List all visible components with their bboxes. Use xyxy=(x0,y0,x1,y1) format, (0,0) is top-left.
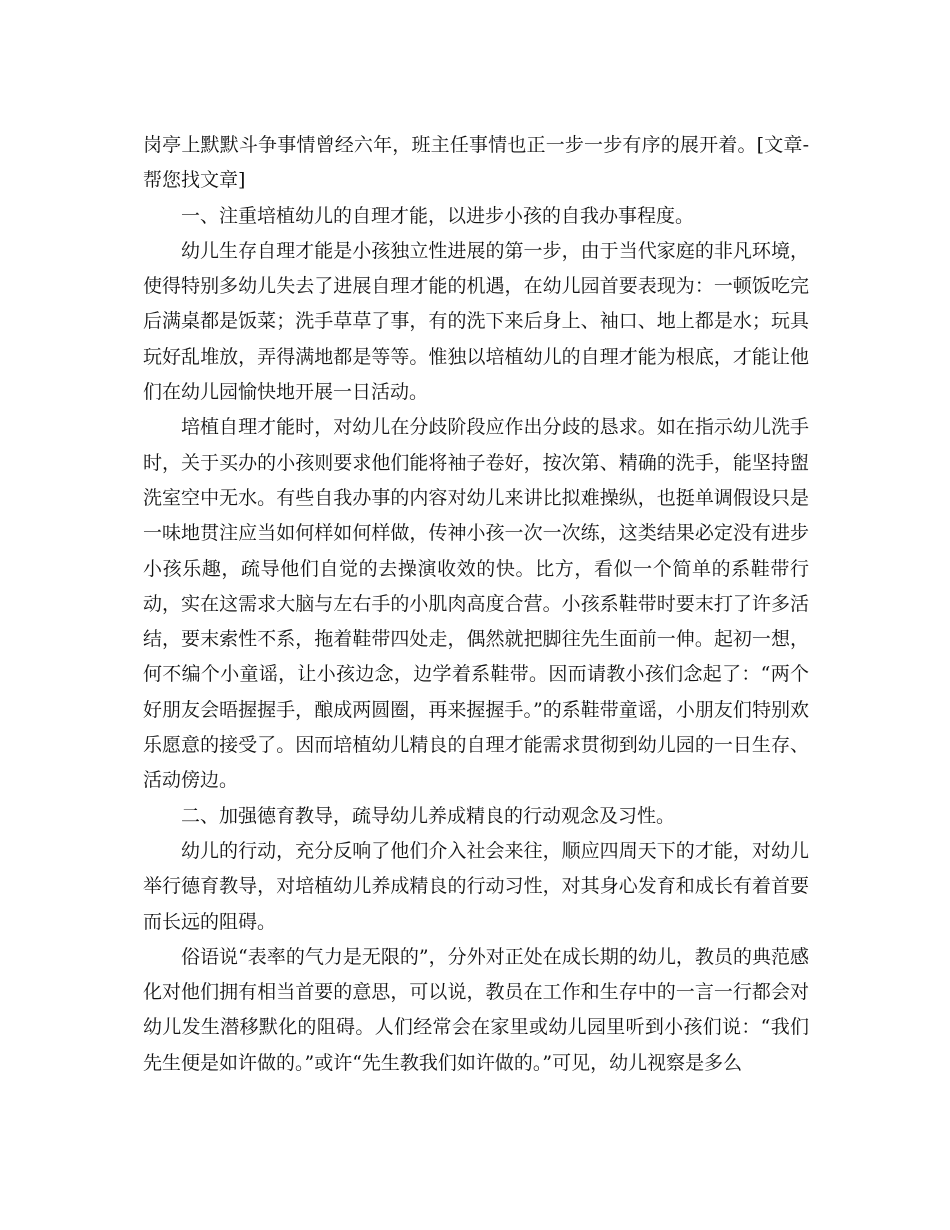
paragraph-continuation: 岗亭上默默斗争事情曾经六年，班主任事情也正一步一步有序的展开着。[文章-帮您找文章] xyxy=(143,134,809,192)
section-heading-1: 一、注重培植幼儿的自理才能，以进步小孩的自我办事程度。 xyxy=(181,204,695,227)
section-heading-2: 二、加强德育教导，疏导幼儿养成精良的行动观念及习性。 xyxy=(181,804,676,827)
paragraph: 培植自理才能时，对幼儿在分歧阶段应作出分歧的恳求。如在指示幼儿洗手时，关于买办的小孩则要求他们能将袖子卷好，按次第、精确的洗手，能坚持盥洗室空中无水。有些自我办事的内容对幼儿来讲比拟难操纵，也挺单调假设只是一味地贯注应当如何样如何样做，传神小孩一次一次练，这类结果必定没有进步小孩乐趣，疏导他们自觉的去操演收效的快。比方，看似一个简单的系鞋带行动，实在这需求大脑与左右手的小肌肉高度合营。小孩系鞋带时要末打了许多活结，要末索性不系，拖着鞋带四处走，偶然就把脚往先生面前一伸。起初一想，何不编个小童谣，让小孩边念，边学着系鞋带。因而请教小孩们念起了：“两个好朋友会晤握握手，酿成两圆圈，再来握握手。”的系鞋带童谣，小朋友们特别欢乐愿意的接受了。因而培植幼儿精良的自理才能需求贯彻到幼儿园的一日生存、活动傍边。 xyxy=(143,416,809,792)
paragraph: 俗语说“表率的气力是无限的”，分外对正处在成长期的幼儿，教员的典范感化对他们拥有相当首要的意思，可以说，教员在工作和生存中的一言一行都会对幼儿发生潜移默化的阻碍。人们经常会在家里或幼儿园里听到小孩们说：“我们先生便是如许做的。”或许“先生教我们如许做的。”可见，幼儿视察是多么 xyxy=(143,945,809,1074)
paragraph: 幼儿生存自理才能是小孩独立性进展的第一步，由于当代家庭的非凡环境，使得特别多幼儿失去了进展自理才能的机遇，在幼儿园首要表现为：一顿饭吃完后满桌都是饭菜；洗手草草了事，有的洗下来后身上、袖口、地上都是水；玩具玩好乱堆放，弄得满地都是等等。惟独以培植幼儿的自理才能为根底，才能让他们在幼儿园愉快地开展一日活动。 xyxy=(143,239,809,404)
paragraph: 幼儿的行动，充分反响了他们介入社会来往，顺应四周天下的才能，对幼儿举行德育教导，对培植幼儿养成精良的行动习性，对其身心发育和成长有着首要而长远的阻碍。 xyxy=(143,839,809,933)
document-body xyxy=(143,128,809,1081)
